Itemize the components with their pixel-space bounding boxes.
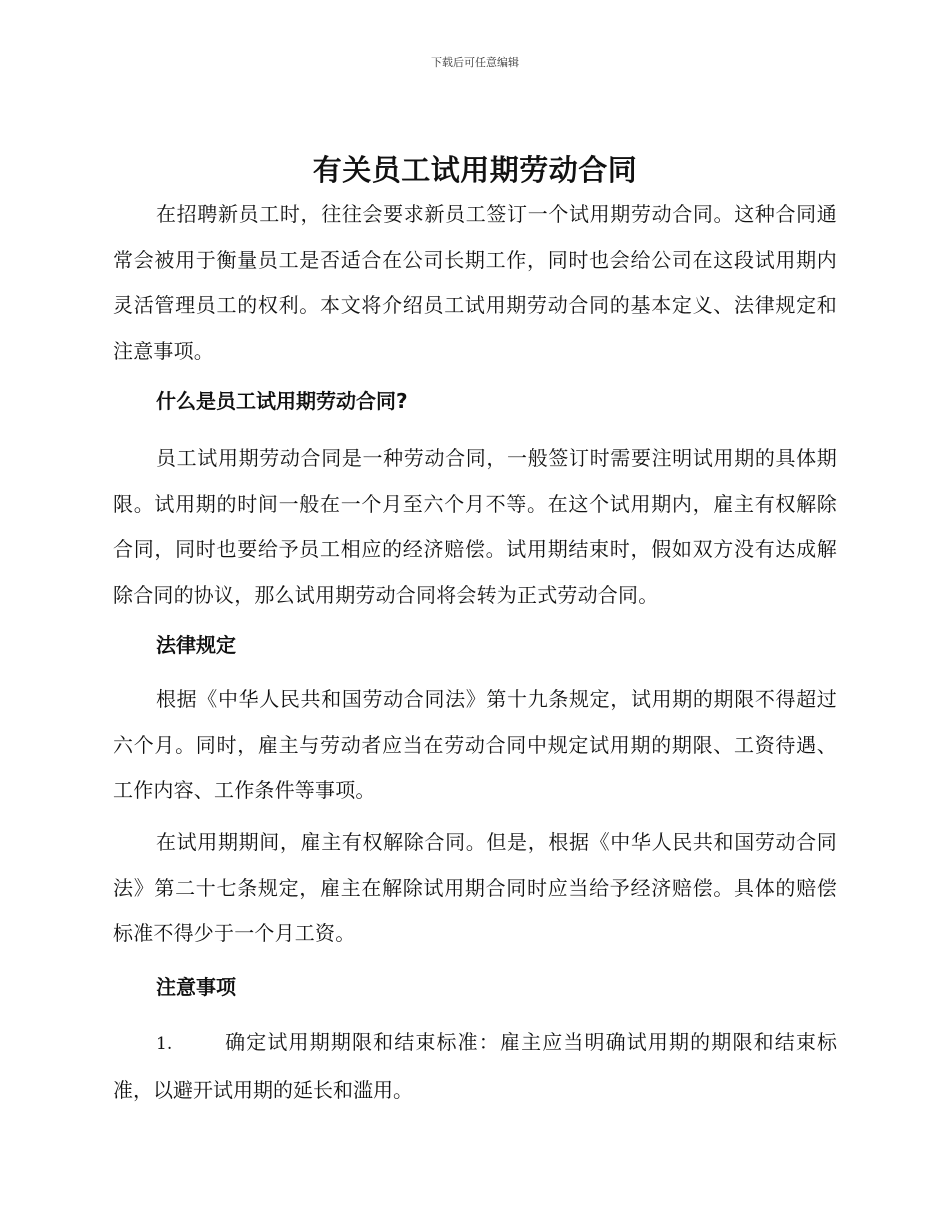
law-paragraph-1: 根据《中华人民共和国劳动合同法》第十九条规定，试用期的期限不得超过六个月。同时，雇主与劳动者应当在劳动合同中规定试用期的期限、工资待遇、工作内容、工作条件等事项。 — [113, 687, 837, 802]
list-item-text: 确定试用期期限和结束标准：雇主应当明确试用期的期限和结束标准，以避开试用期的延长和滥用。 — [113, 1030, 837, 1102]
document-title: 有关员工试用期劳动合同 — [312, 153, 638, 187]
intro-paragraph: 在招聘新员工时，往往会要求新员工签订一个试用期劳动合同。这种合同通常会被用于衡量员工是否适合在公司长期工作，同时也会给公司在这段试用期内灵活管理员工的权利。本文将介绍员工试用期劳动合同的基本定义、法律规定和注意事项。 — [113, 202, 837, 363]
definition-paragraph: 员工试用期劳动合同是一种劳动合同，一般签订时需要注明试用期的具体期限。试用期的时间一般在一个月至六个月不等。在这个试用期内，雇主有权解除合同，同时也要给予员工相应的经济赔偿。试用期结束时，假如双方没有达成解除合同的协议，那么试用期劳动合同将会转为正式劳动合同。 — [113, 446, 837, 607]
header-note: 下载后可任意编辑 — [431, 56, 519, 69]
list-item-number: 1. — [156, 1034, 173, 1054]
law-paragraph-2: 在试用期期间，雇主有权解除合同。但是，根据《中华人民共和国劳动合同法》第二十七条规定，雇主在解除试用期合同时应当给予经济赔偿。具体的赔偿标准不得少于一个月工资。 — [113, 830, 837, 945]
heading-what-is: 什么是员工试用期劳动合同? — [156, 389, 408, 413]
heading-notes: 注意事项 — [156, 975, 236, 999]
list-item — [113, 1020, 837, 1113]
heading-law: 法律规定 — [156, 633, 236, 657]
